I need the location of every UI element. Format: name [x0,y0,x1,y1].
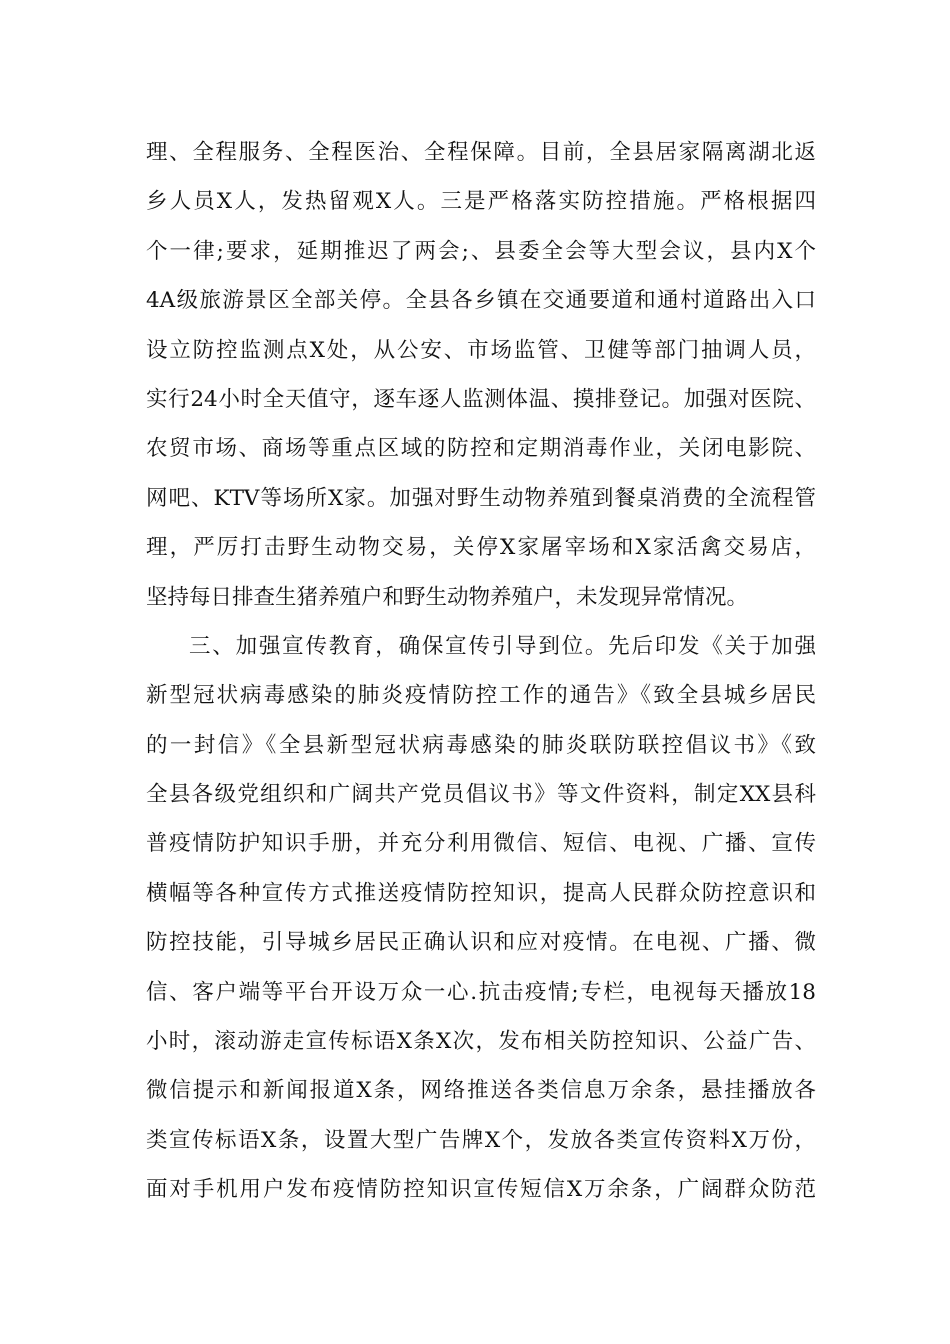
text-line: 类宣传标语X条，设置大型广告牌X个，发放各类宣传资料X万份， [146,1127,816,1153]
text-line: 小时，滚动游走宣传标语X条X次，发布相关防控知识、公益广告、 [146,1029,816,1055]
text-line: 的一封信》《全县新型冠状病毒感染的肺炎联防联控倡议书》《致 [146,732,816,758]
text-line: 理，严厉打击野生动物交易，关停X家屠宰场和X家活禽交易店， [146,535,816,561]
text-line: 设立防控监测点X处，从公安、市场监管、卫健等部门抽调人员， [146,337,816,363]
text-line-paragraph-start: 三、加强宣传教育，确保宣传引导到位。先后印发《关于加强 [189,633,816,659]
text-line: 4A级旅游景区全部关停。全县各乡镇在交通要道和通村道路出入口 [146,288,816,314]
document-body [146,128,816,1215]
text-line: 横幅等各种宣传方式推送疫情防控知识，提高人民群众防控意识和 [146,880,816,906]
text-line: 个一律;要求，延期推迟了两会;、县委全会等大型会议，县内X个 [146,238,816,264]
text-line: 网吧、KTV等场所X家。加强对野生动物养殖到餐桌消费的全流程管 [146,485,816,511]
text-line: 新型冠状病毒感染的肺炎疫情防控工作的通告》《致全县城乡居民 [146,683,816,709]
text-line: 面对手机用户发布疫情防控知识宣传短信X万余条，广阔群众防范 [146,1177,816,1203]
text-line: 信、客户端等平台开设万众一心.抗击疫情;专栏，电视每天播放18 [146,979,816,1005]
text-line: 实行24小时全天值守，逐车逐人监测体温、摸排登记。加强对医院、 [146,386,816,412]
text-line: 普疫情防护知识手册，并充分利用微信、短信、电视、广播、宣传 [146,831,816,857]
text-line: 防控技能，引导城乡居民正确认识和应对疫情。在电视、广播、微 [146,930,816,956]
text-line: 微信提示和新闻报道X条，网络推送各类信息万余条，悬挂播放各 [146,1078,816,1104]
text-line: 乡人员X人，发热留观X人。三是严格落实防控措施。严格根据四 [146,189,816,215]
text-line: 农贸市场、商场等重点区域的防控和定期消毒作业，关闭电影院、 [146,436,816,462]
text-line: 理、全程服务、全程医治、全程保障。目前，全县居家隔离湖北返 [146,140,816,165]
text-line: 全县各级党组织和广阔共产党员倡议书》等文件资料，制定XX县科 [146,782,816,808]
text-line-paragraph-end: 坚持每日排查生猪养殖户和野生动物养殖户，未发现异常情况。 [146,584,749,610]
